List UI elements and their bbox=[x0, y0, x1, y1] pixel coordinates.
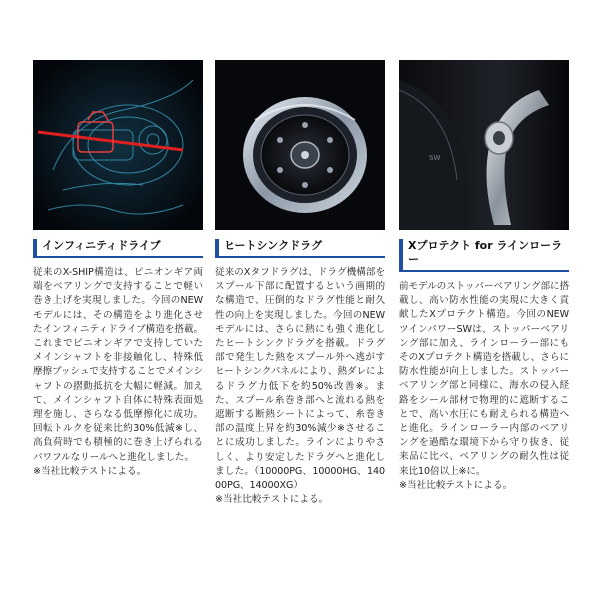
drag-knob-image bbox=[215, 60, 385, 230]
feature-title: インフィニティドライブ bbox=[33, 239, 203, 258]
feature-heat-sink-drag bbox=[215, 60, 385, 507]
feature-infinity-drive bbox=[33, 60, 203, 479]
reel-xray-image bbox=[33, 60, 203, 230]
drive-illustration bbox=[33, 60, 203, 230]
svg-text:SW: SW bbox=[429, 154, 441, 162]
roller-illustration bbox=[399, 60, 569, 230]
feature-note: ※当社比較テストによる。 bbox=[215, 494, 329, 506]
feature-title: ヒートシンクドラグ bbox=[215, 239, 385, 258]
feature-body: 従来のX-SHIP構造は、ピニオンギア両端をベアリングで支持することで軽い巻き上げを実現しました。今回のNEWモデルには、その構造をより進化させたインフィニティドライブ構造を搭載。これまでピニオンギアで支持していたメインシャフトを非接触化し、特殊低摩擦ブッシュで支持することでメインシャフトの摺動抵抗を大幅に軽減。加えて、メインシャフト自体に特殊表面処理を施し、さらなる低摩擦化に成功。回転トルクを従来比約30%低減※し、高負荷時でも積極的に巻き上げられるパワフルなリールへと進化しました。 bbox=[33, 267, 203, 463]
feature-x-protect-line-roller bbox=[399, 60, 569, 493]
feature-note: ※当社比較テストによる。 bbox=[399, 479, 513, 491]
feature-note: ※当社比較テストによる。 bbox=[33, 465, 147, 477]
line-roller-image bbox=[399, 60, 569, 230]
feature-body: 前モデルのストッパーベアリング部に搭載し、高い防水性能の実現に大きく貢献したXプロテクト構造。今回のNEWツインパワーSWは、ストッパーベアリング部に加え、ラインローラー部にもそのXプロテクト構造を搭載し、さらに防水性能が向上しました。ストッパーベアリング部と同様に、海水の侵入経路をシール部材で物理的に遮断することで、高い水圧にも耐えられる構造へと進化。ラインローラー内部のベアリングを過酷な環境下から守り抜き、従来品に比べ、ベアリングの耐久性は従来比10倍以上※に。 bbox=[399, 281, 569, 477]
drag-illustration bbox=[215, 60, 385, 230]
feature-title: Xプロテクト for ラインローラー bbox=[399, 239, 569, 272]
feature-body: 従来のXタフドラグは、ドラグ機構部をスプール下部に配置するという画期的な構造で、圧倒的なドラグ性能と耐久性の向上を実現しました。今回のNEWモデルには、さらに熱にも強く進化したヒートシンクドラグを搭載。ドラグ部で発生した熱をスプール外へ逃がすヒートシンクパネルにより、熱ダレによるドラグ力低下を約50%改善※。また、スプール糸巻き部へと流れる熱を遮断する断熱シートによって、糸巻き部の温度上昇を約30%減少※させることに成功しました。ラインによりやさしく、より安定したドラグへと進化しました。（10000PG、10000HG、14000PG、14000XG） bbox=[215, 267, 385, 492]
